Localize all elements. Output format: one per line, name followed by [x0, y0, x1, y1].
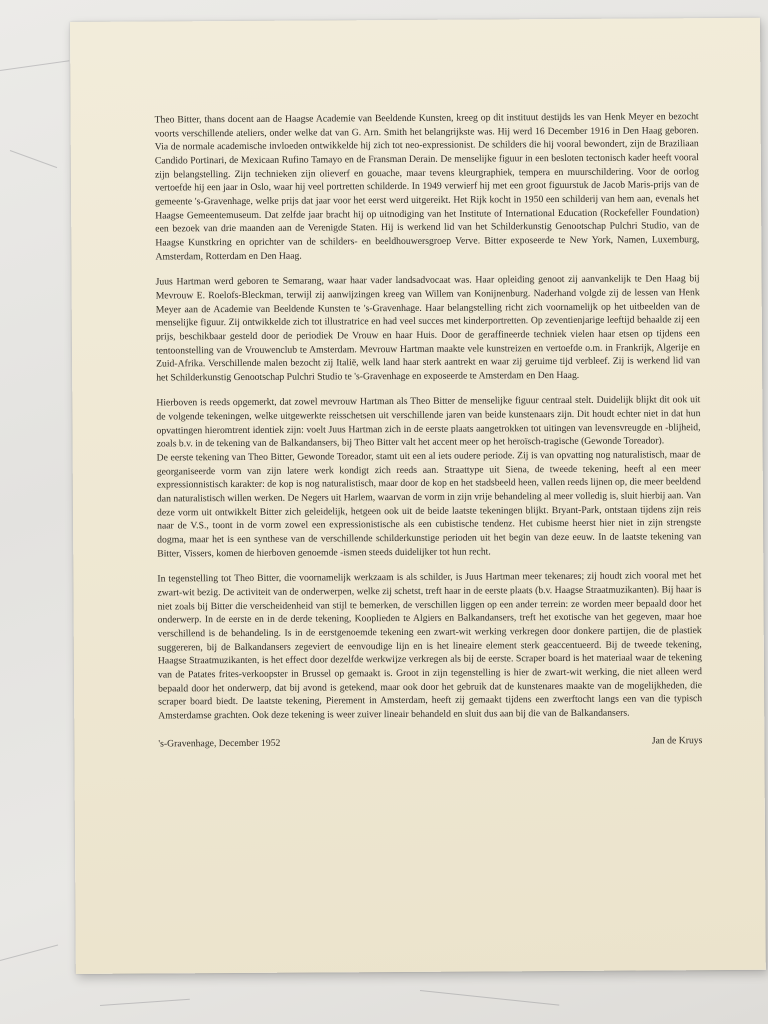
paragraph-comparison: Hierboven is reeds opgemerkt, dat zowel mevrouw Hartman als Theo Bitter de menselijke figuur centraal stelt. Duidelijk blijkt dit ook uit de volgende tekeningen, welke uitgewerkte reisschetsen uit verschillende jaren van beide kunstenaars zijn. Dit houdt echter niet in dat hun opvattingen hieromtrent identiek zijn: voelt Juus Hartman zich in de eerste plaats aangetrokken tot uitingen van levensvreugde en -blijheid, zoals b.v. in de tekening van de Balkandansers, bij Theo Bitter valt het accent meer op het heroïsch-tragische (Gewonde Toreador).	[156, 394, 701, 450]
paragraph-hartman-drawings: In tegenstelling tot Theo Bitter, die voornamelijk werkzaam is als schilder, is Juus Hartman meer tekenares; zij houdt zich vooral met het zwart-wit bezig. De activiteit van de onderwerpen, welke zij schetst, treft haar in de eerste plaats (b.v. Haagse Straatmuzikanten). Bij haar is niet zoals bij Bitter die verscheidenheid van stijl te bemerken, de verschillen liggen op een ander terrein: ze worden meer bepaald door het onderwerp. In de eerste en in de derde tekening, Kooplieden te Algiers en Balkandansers, treft het exotische van het gegeven, maar hoe verschillend is de behandeling. Is in de eerstgenoemde tekening een zwart-wit werking verkregen door donkere partijen, die de plastiek suggereren, bij de Balkandansers zegeviert de eenvoudige lijn en is het lineaire element sterk geaccentueerd. Bij de tweede tekening, Haagse Straatmuzikanten, is het effect door dezelfde werkwijze verkregen als bij de eerste. Scraper board is het materiaal waar de tekening van de Patates frites-verkoopster in Brussel op gemaakt is. Groot in zijn tegenstelling is hier de zwart-wit werking, die niet alleen werd bepaald door het onderwerp, dat bij avond is getekend, maar ook door het gebruik dat de kunstenares maakte van de mogelijkheden, die scraper board biedt. De laatste tekening, Pierement in Amsterdam, heeft zij gemaakt tijdens een zwerftocht langs een van die typisch Amsterdamse grachten. Ook deze tekening is weer zuiver lineair behandeld en sluit dus aan bij die van de Balkandansers.	[157, 570, 703, 722]
marble-vein	[10, 150, 57, 168]
paragraph-theo-bitter-bio: Theo Bitter, thans docent aan de Haagse Academie van Beeldende Kunsten, kreeg op dit instituut destijds les van Henk Meyer en bezocht voorts verschillende ateliers, onder welke dat van G. Arn. Smith het belangrijkste was. Hij werd 16 December 1916 in Den Haag geboren. Via de normale academische invloeden ontwikkelde hij zich tot neo-expressionist. De schilders die hij vooral bewondert, zijn de Braziliaan Candido Portinari, de Mexicaan Rufino Tamayo en de Fransman Derain. De menselijke figuur in een besloten tectonisch kader heeft vooral zijn belangstelling. Zijn technieken zijn olieverf en gouache, maar tevens kleurgraphiek, tempera en muurschildering. Voor de oorlog vertoefde hij een jaar in Oslo, waar hij veel portretten schilderde. In 1949 verwierf hij met een groot figuurstuk de Jacob Maris-prijs van de gemeente 's-Gravenhage, welke prijs dat jaar voor het eerst werd uitgereikt. Het Rijk kocht in 1950 een schilderij van hem aan, evenals het Haagse Gemeentemuseum. Dat zelfde jaar bracht hij op uitnodiging van het Institute of International Education (Rockefeller Foundation) een bezoek van drie maanden aan de Verenigde Staten. Hij is werkend lid van het Schilderkunstig Genootschap Pulchri Studio, van de Haagse Kunstkring en oprichter van de schilders- en beeldhouwersgroep Verve. Bitter exposeerde te New York, Namen, Luxemburg, Amsterdam, Rotterdam en Den Haag.	[154, 111, 700, 263]
marble-vein	[100, 999, 190, 1006]
signoff	[158, 734, 702, 751]
marble-vein	[0, 60, 69, 71]
author-signature: Jan de Kruys	[651, 734, 703, 747]
marble-vein	[420, 990, 559, 1006]
document-body	[155, 110, 703, 751]
paper-sheet	[70, 18, 766, 974]
paragraph-juus-hartman-bio: Juus Hartman werd geboren te Semarang, waar haar vader landsadvocaat was. Haar opleiding genoot zij aanvankelijk te Den Haag bij Mevrouw E. Roelofs-Bleckman, terwijl zij aanwijzingen kreeg van Willem van Konijnenburg. Naderhand volgde zij de lessen van Henk Meyer aan de Academie van Beeldende Kunsten te 's-Gravenhage. Haar belangstelling richt zich voornamelijk op het uitbeelden van de menselijke figuur. Zij ontwikkelde zich tot illustratrice en had veel succes met kinderportretten. Op zeventienjarige leeftijd behaalde zij een prijs, beschikbaar gesteld door de periodiek De Vrouw en haar Huis. Door de geraffineerde techniek vielen haar etsen op tijdens een tentoonstelling van de Vrouwenclub te Amsterdam. Mevrouw Hartman maakte vele kunstreizen en vertoefde o.m. in Frankrijk, Algerije en Zuid-Afrika. Verschillende malen bezocht zij Italië, welk land haar sterk aantrekt en waar zij geruime tijd verbleef. Zij is werkend lid van het Schilderkunstig Genootschap Pulchri Studio te 's-Gravenhage en exposeerde te Amsterdam en Den Haag.	[155, 273, 701, 384]
marble-vein	[0, 944, 58, 960]
paragraph-bitter-drawings: De eerste tekening van Theo Bitter, Gewonde Toreador, stamt uit een al iets oudere periode. Zij is van opvatting nog naturalistisch, maar de georganiseerde vorm van zijn latere werk kondigt zich reeds aan. Straattype uit Siena, de tweede tekening, heeft al een meer expressionnistisch karakter: de kop is nog naturalistisch, maar door de kop en het stadsbeeld heen, vallen reeds lijnen op, die meer beeldend dan naturalistisch willen werken. De Negers uit Harlem, waarvan de vorm in zijn vrije behandeling al meer volledig is, sluit hierbij aan. Van deze vorm uit ontwikkelt Bitter zich geleidelijk, hetgeen ook uit de beide laatste tekeningen blijkt. Bryant-Park, ontstaan tijdens zijn reis naar de V.S., toont in de vorm zowel een expressionistische als een cubistische tendenz. Het cubisme heerst hier niet in zijn strengste dogma, maar het is een synthese van de verschillende schilderkunstige perioden uit het begin van deze eeuw. In de laatste tekening van Bitter, Vissers, komen de hierboven genoemde -ismen steeds duidelijker tot hun recht.	[156, 449, 702, 560]
place-date: 's-Gravenhage, December 1952	[158, 737, 281, 750]
